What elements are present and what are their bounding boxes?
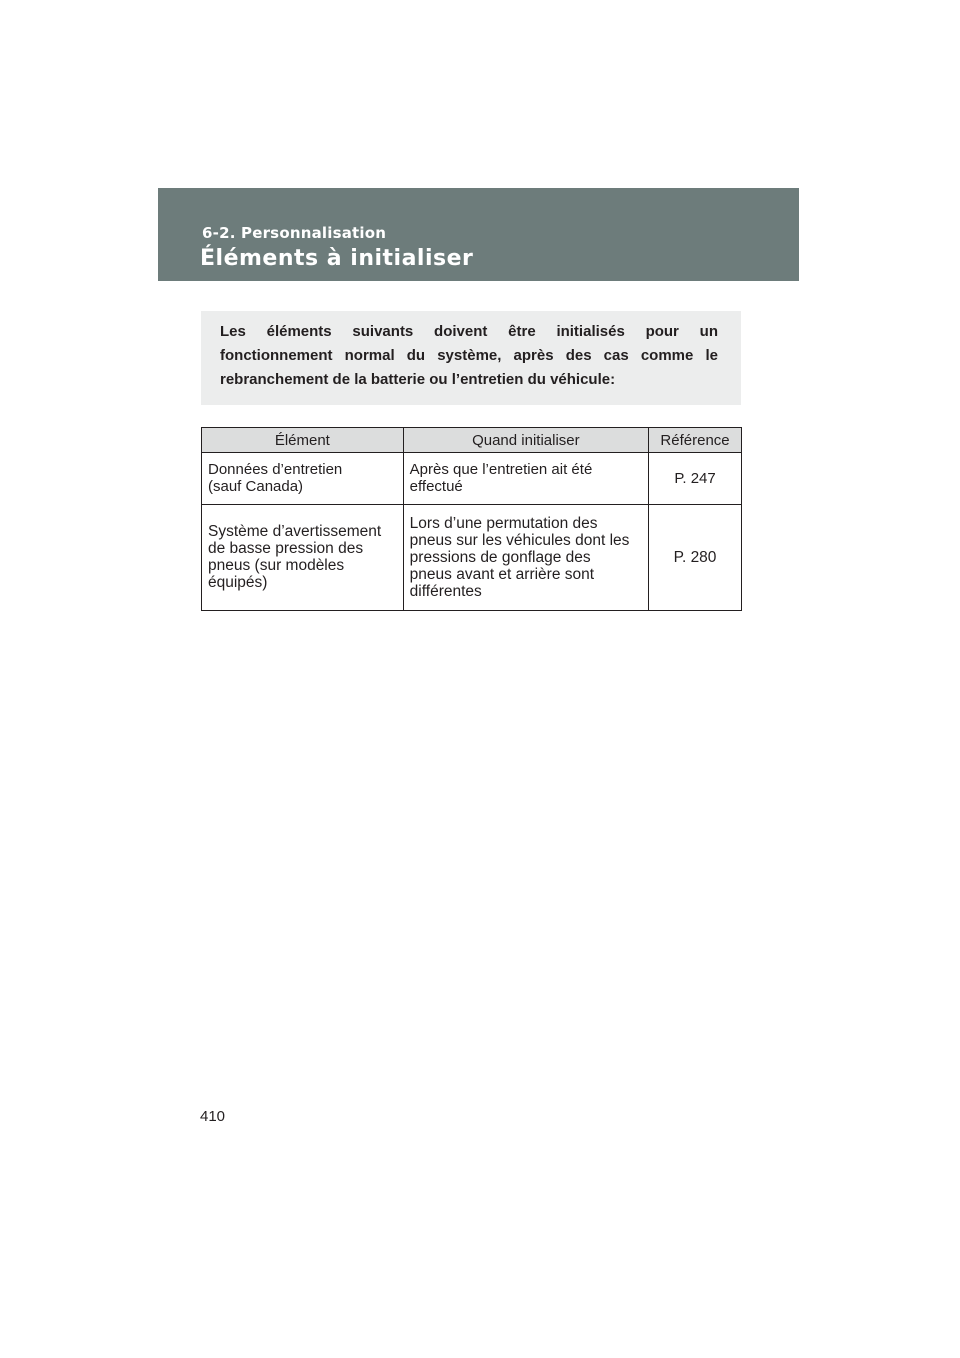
cell-line: Système d’avertissement <box>208 523 382 540</box>
page-title: Éléments à initialiser <box>200 246 474 271</box>
cell-line: Données d’entretien <box>208 461 343 478</box>
section-label: 6-2. Personnalisation <box>202 224 387 242</box>
cell-reference: P. 247 <box>649 453 742 505</box>
cell-element <box>202 453 404 505</box>
cell-line: effectué <box>409 478 463 495</box>
column-header-reference: Référence <box>649 428 742 453</box>
cell-when <box>403 505 648 611</box>
cell-line: pneus (sur modèles <box>208 557 345 574</box>
initialization-table <box>201 427 742 611</box>
cell-line: (sauf Canada) <box>208 478 304 495</box>
intro-box <box>201 311 741 405</box>
cell-line: équipés) <box>208 574 268 591</box>
intro-text: Les éléments suivants doivent être initialisés pour un fonctionnement normal du système, après des cas comme le rebranchement de la batterie ou l’entretien du véhicule: <box>220 323 718 388</box>
cell-element <box>202 505 404 611</box>
column-header-element: Élément <box>202 428 404 453</box>
cell-line: Après que l’entretien ait été <box>409 461 593 478</box>
chapter-header-band <box>158 188 799 281</box>
cell-line: différentes <box>409 582 482 600</box>
table-row <box>202 453 742 505</box>
cell-line: pressions de gonflage des <box>409 548 591 566</box>
cell-when <box>403 453 648 505</box>
cell-reference: P. 280 <box>649 505 742 611</box>
cell-line: pneus avant et arrière sont <box>409 565 595 583</box>
cell-line: pneus sur les véhicules dont les <box>409 531 630 549</box>
table-header-row <box>202 428 742 453</box>
cell-line: Lors d’une permutation des <box>409 514 598 532</box>
page-number: 410 <box>200 1108 226 1125</box>
table-row <box>202 505 742 611</box>
column-header-when: Quand initialiser <box>403 428 648 453</box>
cell-line: de basse pression des <box>208 540 364 557</box>
